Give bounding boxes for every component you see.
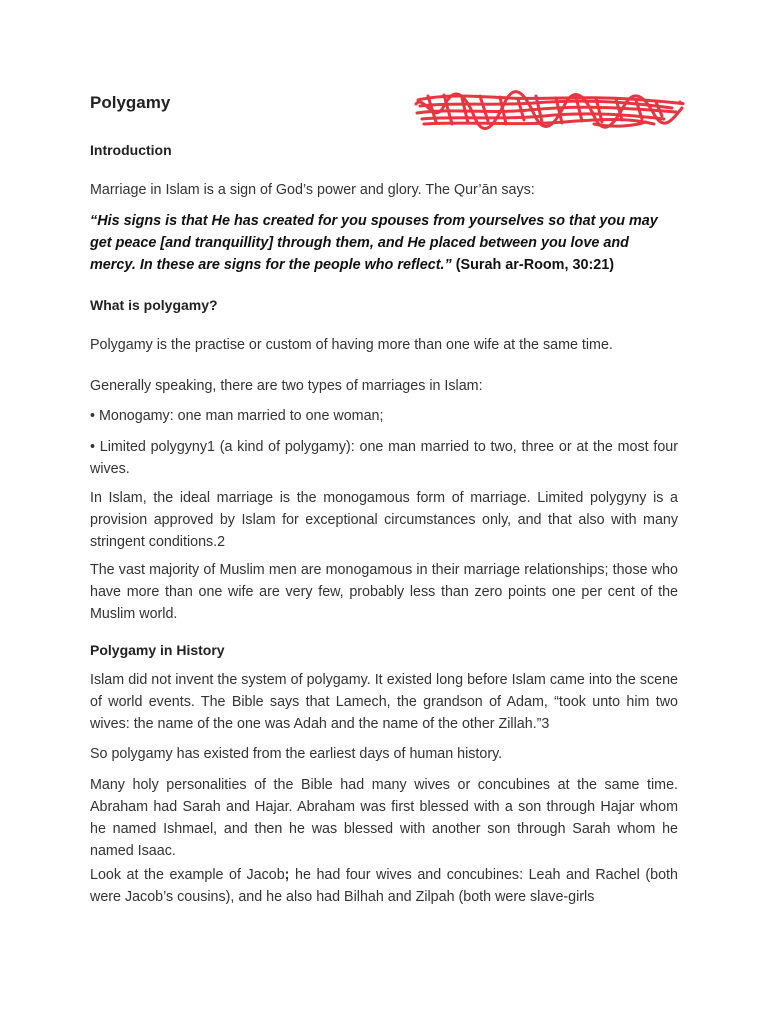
heading-what-is-polygamy: What is polygamy?	[90, 297, 218, 313]
heading-polygamy-in-history: Polygamy in History	[90, 642, 225, 658]
history-paragraph-1: Islam did not invent the system of polygamy. It existed long before Islam came into the scene of world events. The Bible says that Lamech, the grandson of Adam, “took unto him two wives: the name of the one was Adah and the name of the other Zillah.”3	[90, 672, 678, 732]
history-paragraph-2: So polygamy has existed from the earliest days of human history.	[90, 746, 503, 762]
quote-reference: (Surah ar-Room, 30:21)	[451, 257, 615, 273]
redaction-scribble	[414, 86, 686, 130]
list-item-limited-polygyny: • Limited polygyny1 (a kind of polygamy): one man married to two, three or at the most four wives.	[90, 439, 678, 477]
jacob-text-end: he had four wives and concubines: Leah and Rachel (both were Jacob’s cousins), and he also had Bilhah and Zilpah (both were slave-girls	[90, 867, 678, 905]
majority-paragraph: The vast majority of Muslim men are monogamous in their marriage relationships; those who have more than one wife are very few, probably less than zero points one per cent of the Muslim world.	[90, 562, 678, 622]
jacob-paragraph	[90, 864, 678, 908]
jacob-semicolon: ;	[284, 867, 290, 883]
document-title: Polygamy	[90, 93, 171, 112]
list-item-monogamy: • Monogamy: one man married to one woman;	[90, 408, 384, 424]
ideal-marriage-paragraph: In Islam, the ideal marriage is the monogamous form of marriage. Limited polygyny is a provision approved by Islam for exceptional circumstances only, and that also with many stringent conditions.2	[90, 490, 678, 550]
quran-quote	[90, 210, 678, 276]
quote-text: “His signs is that He has created for you spouses from yourselves so that you may get peace [and tranquillity] through them, and He placed between you love and mercy. In these are signs for the people who reflect.”	[90, 213, 658, 273]
intro-paragraph: Marriage in Islam is a sign of God’s power and glory. The Qur’ān says:	[90, 182, 535, 198]
heading-introduction: Introduction	[90, 142, 172, 158]
definition-paragraph: Polygamy is the practise or custom of having more than one wife at the same time.	[90, 337, 613, 353]
history-paragraph-3: Many holy personalities of the Bible had many wives or concubines at the same time. Abraham had Sarah and Hajar. Abraham was first blessed with a son through Hajar whom he named Ishmael, and then he was blessed with another son through Sarah whom he named Isaac.	[90, 777, 678, 859]
jacob-text-start: Look at the example of Jacob	[90, 867, 285, 883]
types-intro-paragraph: Generally speaking, there are two types of marriages in Islam:	[90, 378, 483, 394]
